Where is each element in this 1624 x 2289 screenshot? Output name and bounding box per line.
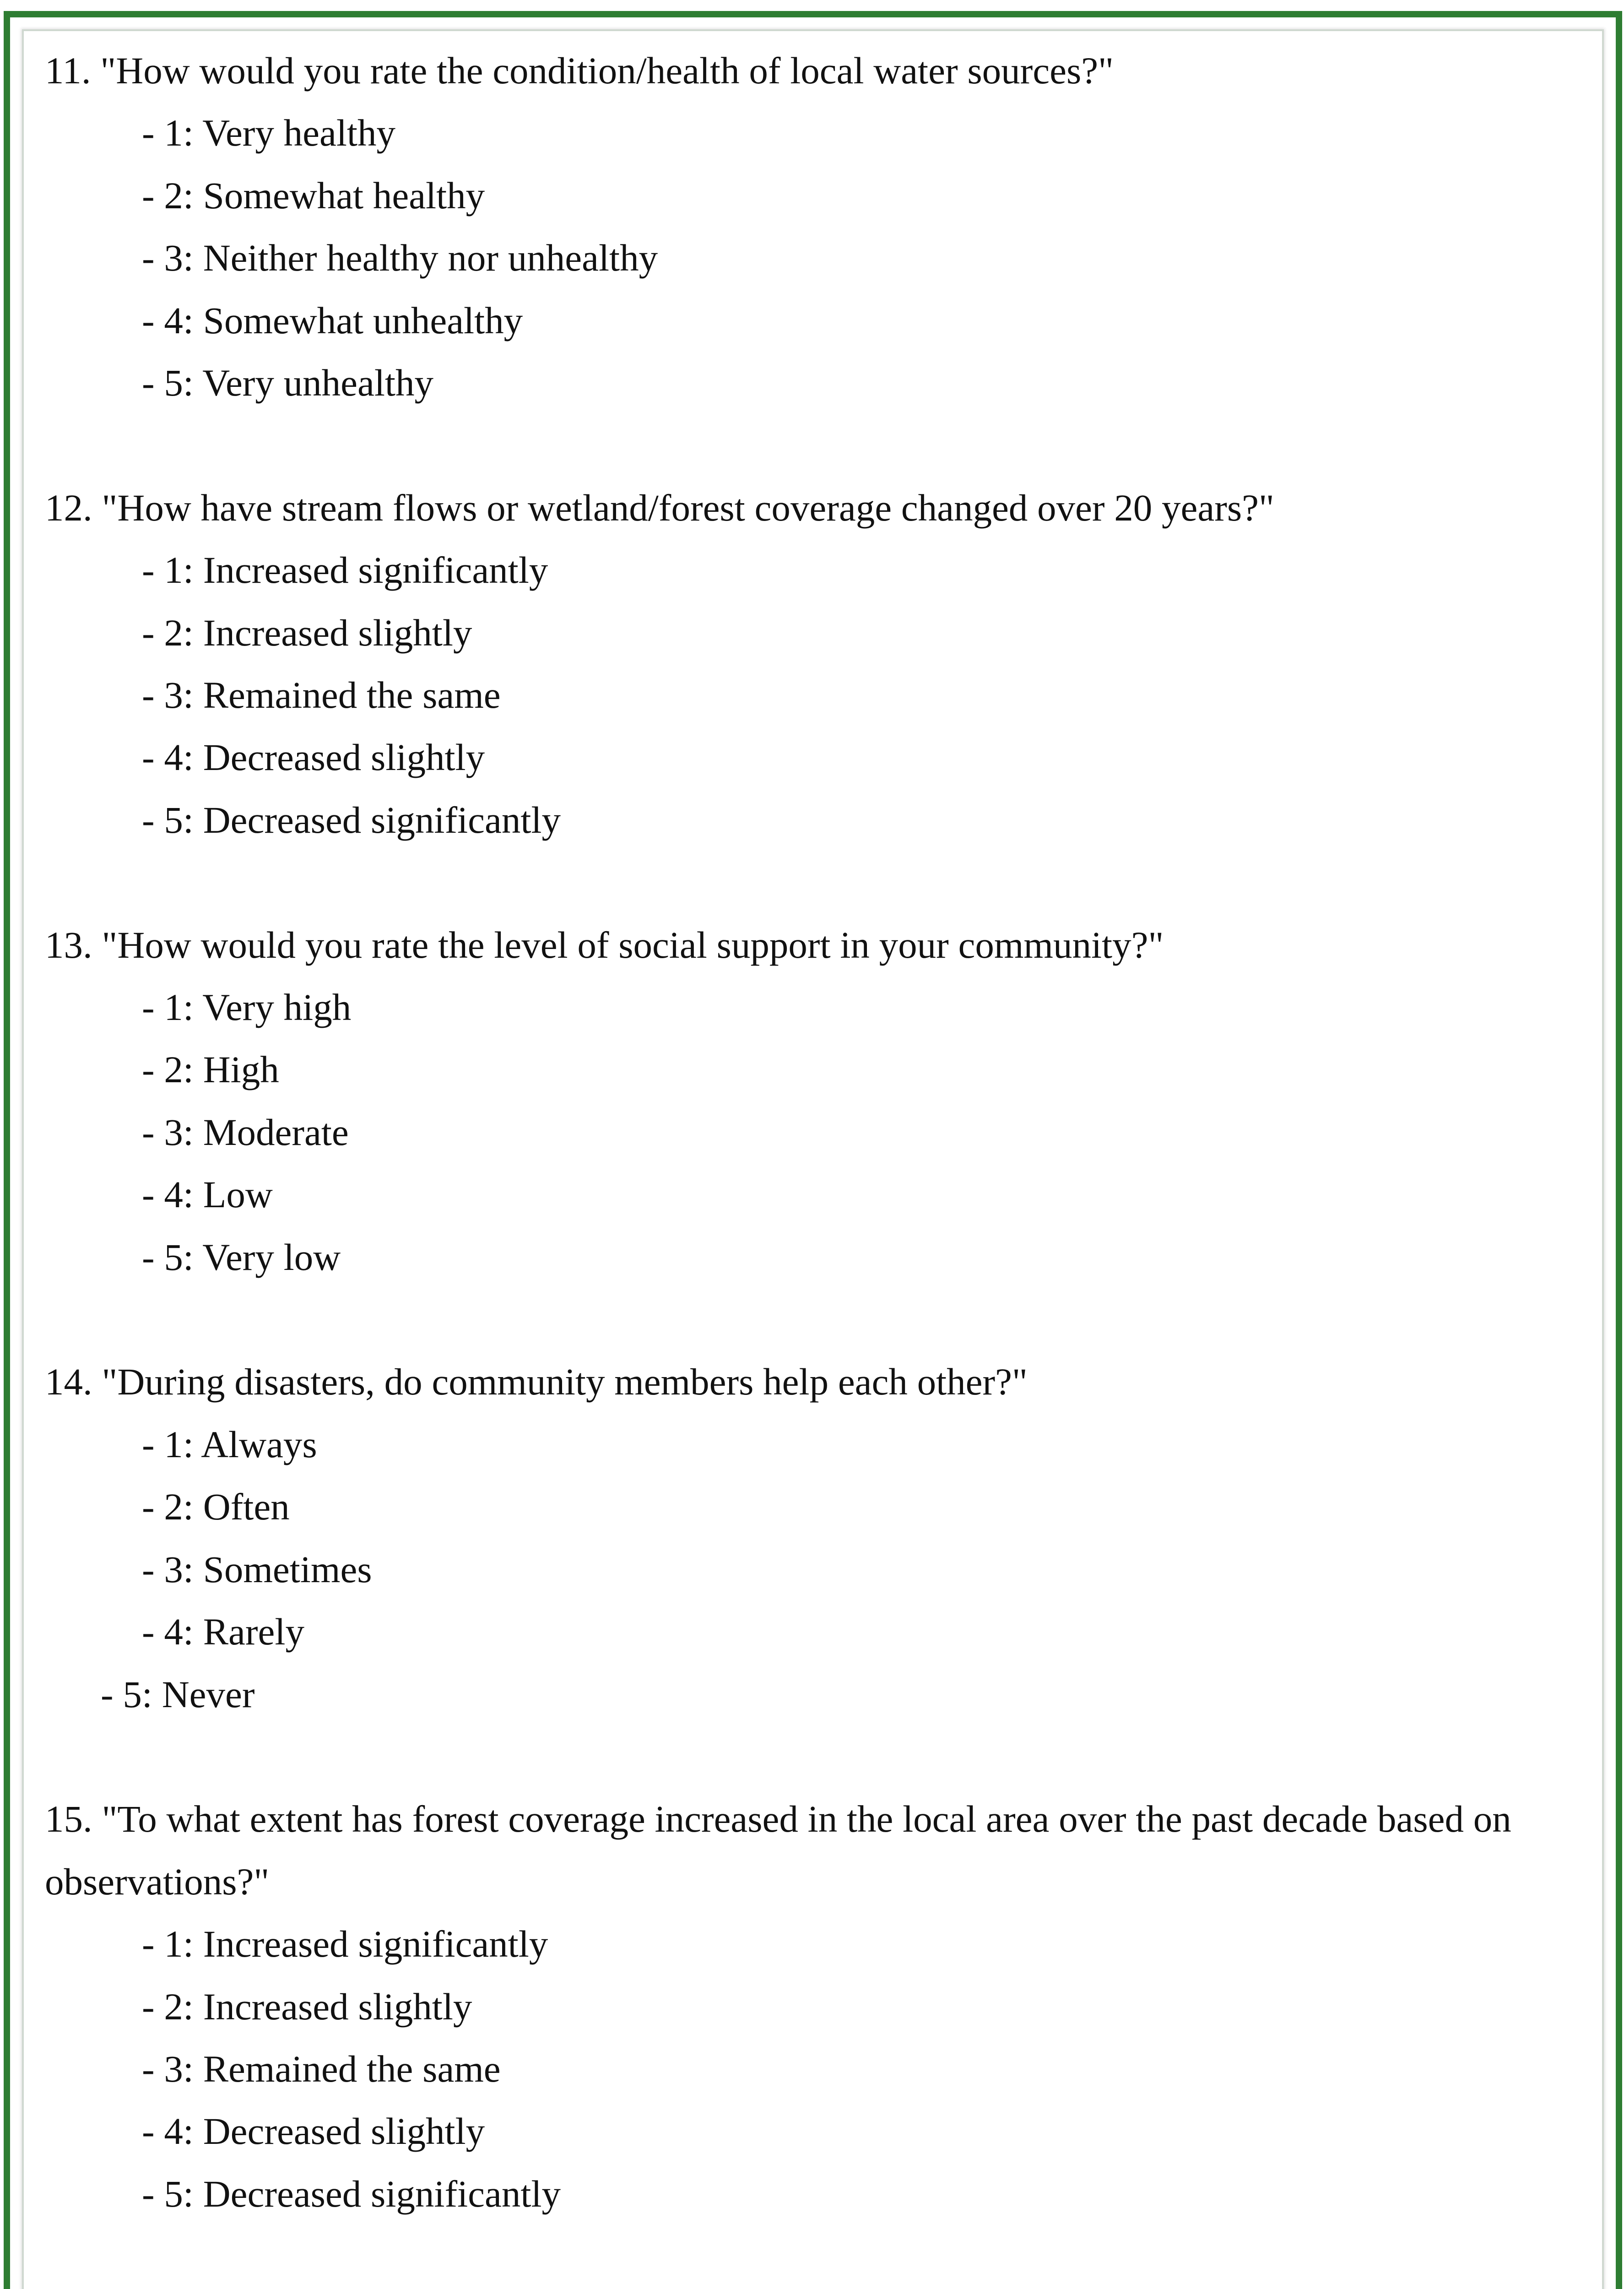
question-text: 15. "To what extent has forest coverage increased in the local area over the past decade based on observations?" (45, 1798, 1511, 1903)
question-text: 12. "How have stream flows or wetland/forest coverage changed over 20 years?" (45, 486, 1274, 529)
question-text: 14. "During disasters, do community members help each other?" (45, 1361, 1028, 1403)
document-frame (4, 11, 1622, 2289)
question-text: 13. "How would you rate the level of social support in your community?" (45, 923, 1164, 966)
question-15 (45, 1788, 1592, 2225)
answer-option: - 1: Very high (142, 986, 352, 1029)
question-12 (45, 477, 1592, 851)
question-text: 11. "How would you rate the condition/health of local water sources?" (45, 49, 1114, 92)
survey-questions (45, 39, 1592, 2288)
answer-option: - 2: High (142, 1048, 279, 1091)
answer-option: - 4: Low (142, 1173, 273, 1216)
question-14 (45, 1351, 1592, 1725)
answer-option: - 2: Increased slightly (142, 611, 472, 654)
answer-option: - 1: Increased significantly (142, 1923, 548, 1965)
answer-option: - 4: Somewhat unhealthy (142, 299, 523, 342)
answer-option: - 1: Increased significantly (142, 549, 548, 591)
answer-option: - 5: Decreased significantly (142, 2172, 561, 2215)
answer-option: - 4: Rarely (142, 1611, 304, 1653)
answer-option: - 2: Somewhat healthy (142, 174, 485, 217)
answer-option: - 1: Very healthy (142, 112, 395, 154)
answer-option: - 4: Decreased slightly (142, 736, 485, 779)
answer-option: - 3: Remained the same (142, 674, 501, 716)
answer-option: - 3: Neither healthy nor unhealthy (142, 237, 658, 279)
answer-option: - 3: Moderate (142, 1111, 349, 1153)
question-11 (45, 39, 1592, 414)
answer-option: - 5: Never (101, 1673, 255, 1715)
answer-option: - 5: Decreased significantly (142, 798, 561, 841)
answer-option: - 5: Very low (142, 1236, 341, 1278)
answer-option: - 4: Decreased slightly (142, 2110, 485, 2153)
answer-option: - 2: Often (142, 1486, 290, 1528)
answer-option: - 5: Very unhealthy (142, 362, 433, 404)
question-13 (45, 914, 1592, 1288)
answer-option: - 1: Always (142, 1423, 317, 1465)
answer-option: - 3: Remained the same (142, 2047, 501, 2090)
answer-option: - 2: Increased slightly (142, 1985, 472, 2028)
answer-option: - 3: Sometimes (142, 1548, 372, 1590)
